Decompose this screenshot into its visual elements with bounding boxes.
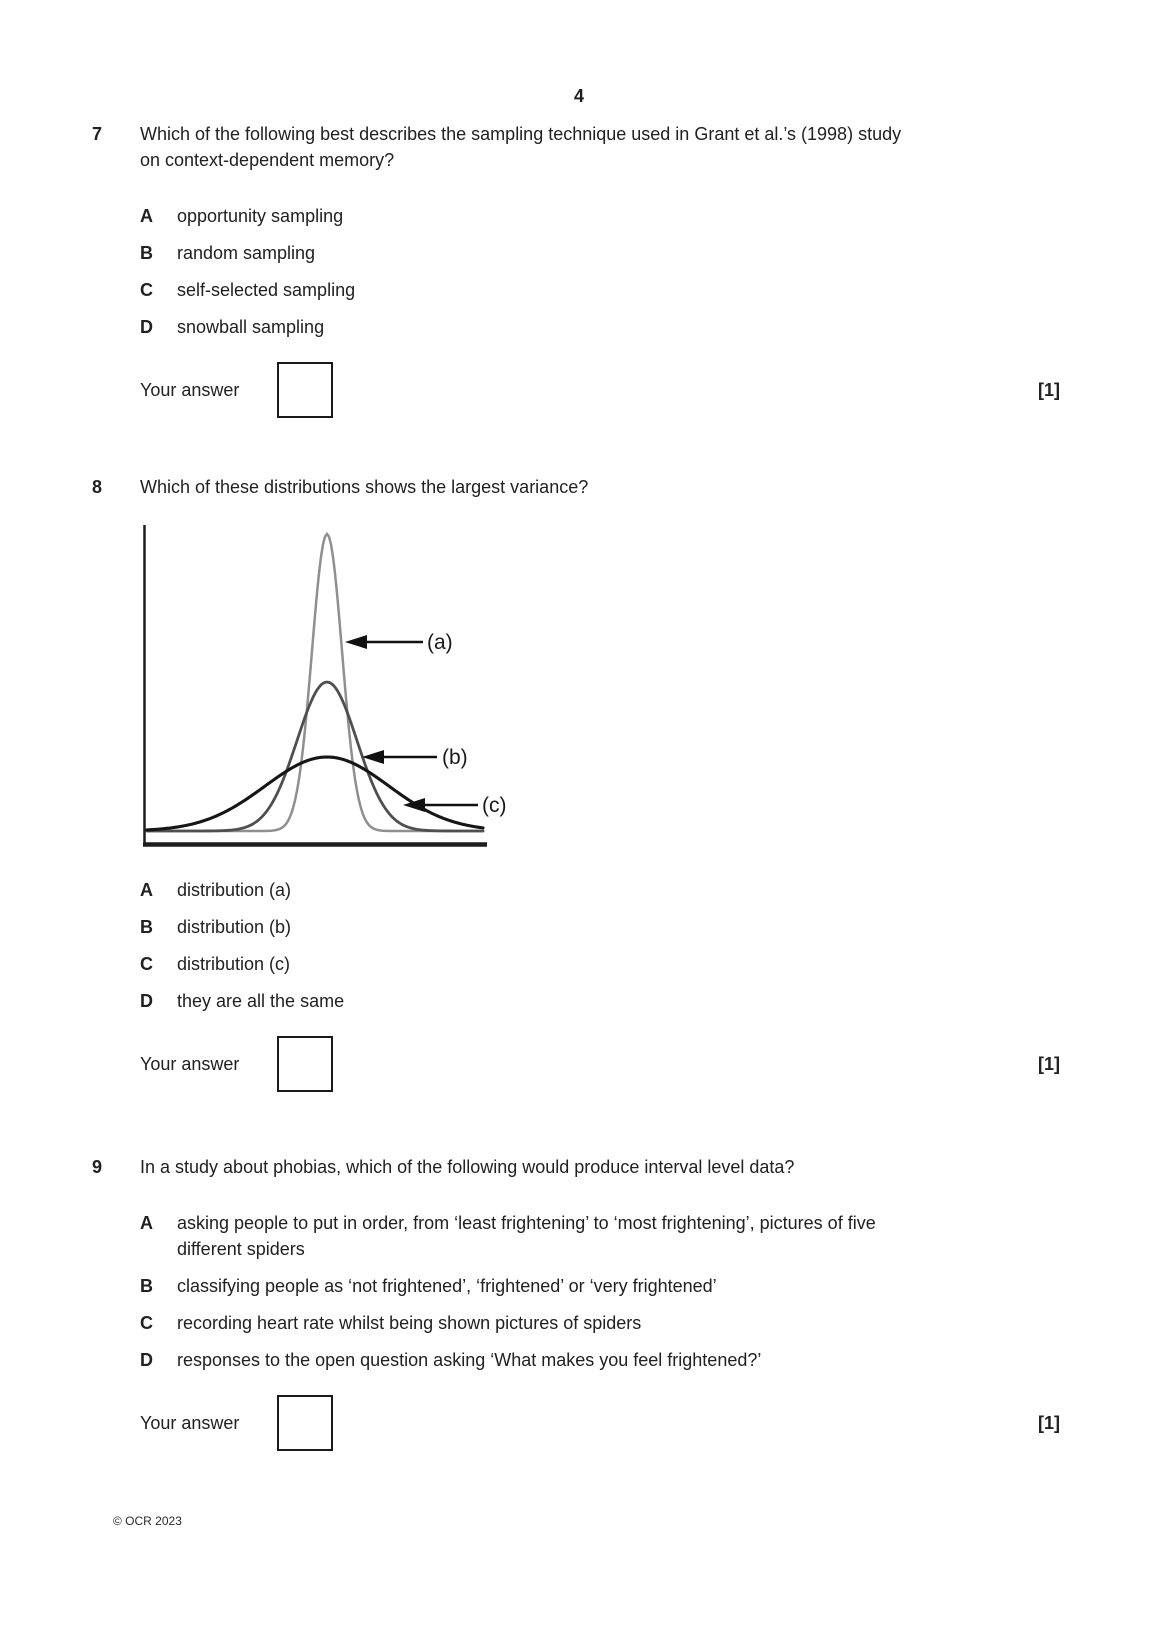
option-d: [140, 988, 1060, 1014]
answer-box[interactable]: [277, 362, 333, 418]
arrow-icon: [345, 635, 367, 649]
distribution-chart: [143, 525, 513, 847]
question-text-line: Which of the following best describes the sampling technique used in Grant et al.’s (1998) study: [140, 124, 902, 144]
marks-label: [1]: [1038, 380, 1060, 400]
option-letter: A: [140, 1213, 153, 1233]
page-number: 4: [573, 86, 584, 106]
option-d: [140, 314, 1060, 340]
footer-copyright: © OCR 2023: [113, 1514, 182, 1528]
options-list: [140, 1210, 1060, 1373]
curve-label-a: (a): [427, 631, 453, 654]
option-text: distribution (a): [177, 880, 292, 900]
option-text: responses to the open question asking ‘What makes you feel frightened?’: [177, 1350, 762, 1370]
option-text: snowball sampling: [177, 317, 325, 337]
question-text-line: In a study about phobias, which of the following would produce interval level data?: [140, 1157, 795, 1177]
option-text: opportunity sampling: [177, 206, 344, 226]
answer-row: [140, 362, 1060, 418]
curve-c: [147, 757, 483, 830]
option-text: distribution (c): [177, 954, 291, 974]
option-letter: A: [140, 880, 153, 900]
option-b: [140, 1273, 1060, 1299]
option-c: [140, 951, 1060, 977]
question-text: [140, 121, 1060, 418]
option-d: [140, 1347, 1060, 1373]
option-text: distribution (b): [177, 917, 292, 937]
answer-label: Your answer: [140, 380, 240, 400]
question-9: [92, 1154, 1060, 1451]
option-text: they are all the same: [177, 991, 345, 1011]
question-8: [92, 474, 1060, 1092]
option-letter: B: [140, 243, 153, 263]
option-letter: B: [140, 917, 153, 937]
answer-label: Your answer: [140, 1413, 240, 1433]
option-a: [140, 877, 1060, 903]
answer-box[interactable]: [277, 1395, 333, 1451]
question-number: 9: [92, 1157, 103, 1177]
option-letter: D: [140, 317, 153, 337]
answer-row: [140, 1395, 1060, 1451]
option-letter: D: [140, 1350, 153, 1370]
option-b: [140, 914, 1060, 940]
question-text-line: on context-dependent memory?: [140, 150, 395, 170]
answer-label: Your answer: [140, 1054, 240, 1074]
question-7: [92, 121, 1060, 418]
option-b: [140, 240, 1060, 266]
option-letter: A: [140, 206, 153, 226]
curve-a: [147, 534, 483, 831]
curve-label-c: (c): [482, 794, 507, 817]
option-c: [140, 1310, 1060, 1336]
question-text-line: Which of these distributions shows the largest variance?: [140, 477, 589, 497]
question-text: [140, 1154, 1060, 1451]
chart-container: [143, 525, 513, 847]
marks-label: [1]: [1038, 1054, 1060, 1074]
option-text: random sampling: [177, 243, 316, 263]
option-text-line: asking people to put in order, from ‘least frightening’ to ‘most frightening’, pictures of five: [177, 1213, 876, 1233]
option-letter: D: [140, 991, 153, 1011]
option-text-line: different spiders: [177, 1239, 305, 1259]
option-letter: B: [140, 1276, 153, 1296]
option-text: classifying people as ‘not frightened’, ‘frightened’ or ‘very frightened’: [177, 1276, 717, 1296]
options-list: [140, 877, 1060, 1014]
option-text: recording heart rate whilst being shown pictures of spiders: [177, 1313, 642, 1333]
answer-box[interactable]: [277, 1036, 333, 1092]
question-number: 8: [92, 477, 103, 497]
option-letter: C: [140, 954, 153, 974]
option-letter: C: [140, 1313, 153, 1333]
question-number: 7: [92, 124, 103, 144]
option-a: [140, 203, 1060, 229]
option-text: self-selected sampling: [177, 280, 356, 300]
option-c: [140, 277, 1060, 303]
option-a: [140, 1210, 1060, 1262]
options-list: [140, 203, 1060, 340]
option-text: [177, 1210, 1060, 1262]
question-text: [140, 474, 1060, 1092]
marks-label: [1]: [1038, 1413, 1060, 1433]
curve-label-b: (b): [442, 746, 468, 769]
answer-row: [140, 1036, 1060, 1092]
option-letter: C: [140, 280, 153, 300]
